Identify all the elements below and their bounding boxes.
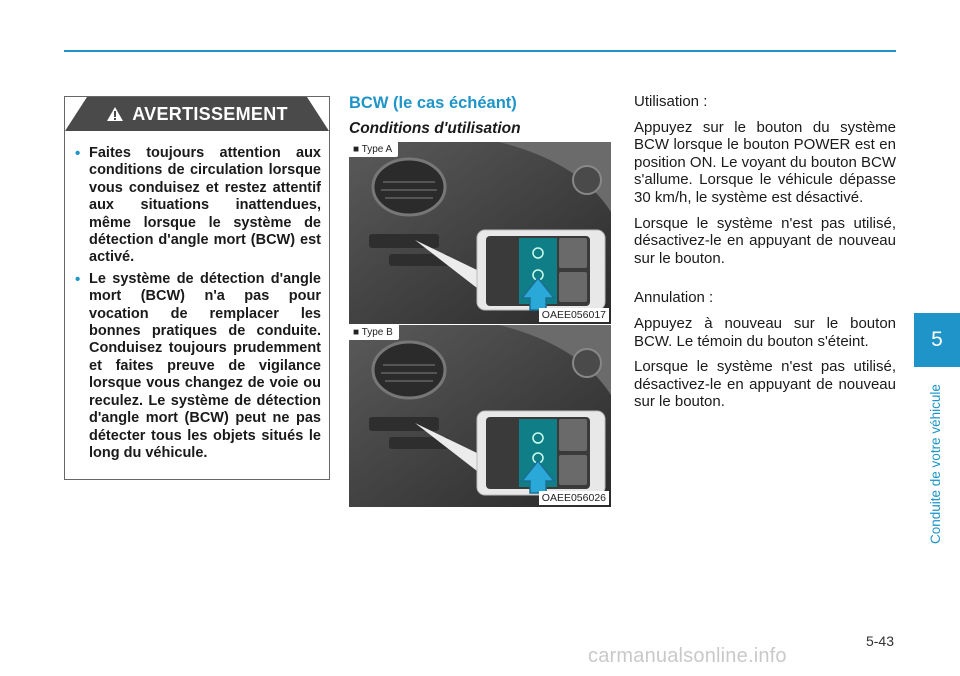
warning-list bbox=[73, 145, 321, 466]
section-subtitle: Conditions d'utilisation bbox=[349, 120, 521, 137]
warning-header bbox=[65, 97, 329, 131]
warning-title: AVERTISSEMENT bbox=[132, 103, 288, 124]
warning-triangle-icon bbox=[106, 106, 124, 122]
top-rule bbox=[64, 50, 896, 52]
usage-paragraph: Lorsque le système n'est pas utilisé, désactivez-le en appuyant de nouveau sur le bouton. bbox=[634, 214, 896, 267]
figure-code: OAEE056026 bbox=[539, 491, 609, 505]
chapter-title: Conduite de votre véhicule bbox=[928, 384, 943, 544]
dashboard-illustration bbox=[349, 142, 611, 324]
cancel-paragraph: Lorsque le système n'est pas utilisé, désactivez-le en appuyant de nouveau sur le bouton. bbox=[634, 358, 896, 411]
figure-type-label: ■ Type A bbox=[349, 142, 398, 157]
cancel-heading: Annulation : bbox=[634, 289, 714, 307]
usage-paragraph: Appuyez sur le bouton du système BCW lorsque le bouton POWER est en position ON. Le voyant du bouton BCW s'allume. Lorsque le véhicule dépasse 30 km/h, le système est désactivé. bbox=[634, 118, 896, 206]
dashboard-illustration bbox=[349, 325, 611, 507]
bullet-icon: • bbox=[75, 145, 81, 162]
warning-item: • Faites toujours attention aux conditions de circulation lorsque vous conduisez et restez attentif aux situations inattendues, même lorsque le système de détection d'angle mort (BCW) est activé. bbox=[75, 145, 321, 266]
usage-heading: Utilisation : bbox=[634, 93, 708, 110]
figure-type-label: ■ Type B bbox=[349, 325, 399, 340]
cancel-paragraph: Appuyez à nouveau sur le bouton BCW. Le témoin du bouton s'éteint. bbox=[634, 314, 896, 350]
chapter-number-tab: 5 bbox=[914, 313, 960, 367]
figure-type-a bbox=[349, 142, 611, 324]
page-number: 5-43 bbox=[865, 633, 894, 649]
figure-code: OAEE056017 bbox=[539, 308, 609, 322]
instructions-column bbox=[634, 93, 896, 419]
section-title: BCW (le cas échéant) bbox=[349, 94, 517, 112]
watermark: carmanualsonline.info bbox=[588, 645, 787, 667]
figure-type-b bbox=[349, 325, 611, 507]
bullet-icon: • bbox=[75, 270, 81, 288]
warning-item: • Le système de détection d'angle mort (BCW) n'a pas pour vocation de remplacer les bonnes pratiques de conduite. Conduisez toujours prudemment et faites preuve de vigilance lorsque vous changez de voie ou reculez. Le système de détection d'angle mort (BCW) peut ne pas détecter tous les objets situés le long du véhicule. bbox=[75, 270, 321, 461]
warning-box bbox=[64, 96, 330, 480]
